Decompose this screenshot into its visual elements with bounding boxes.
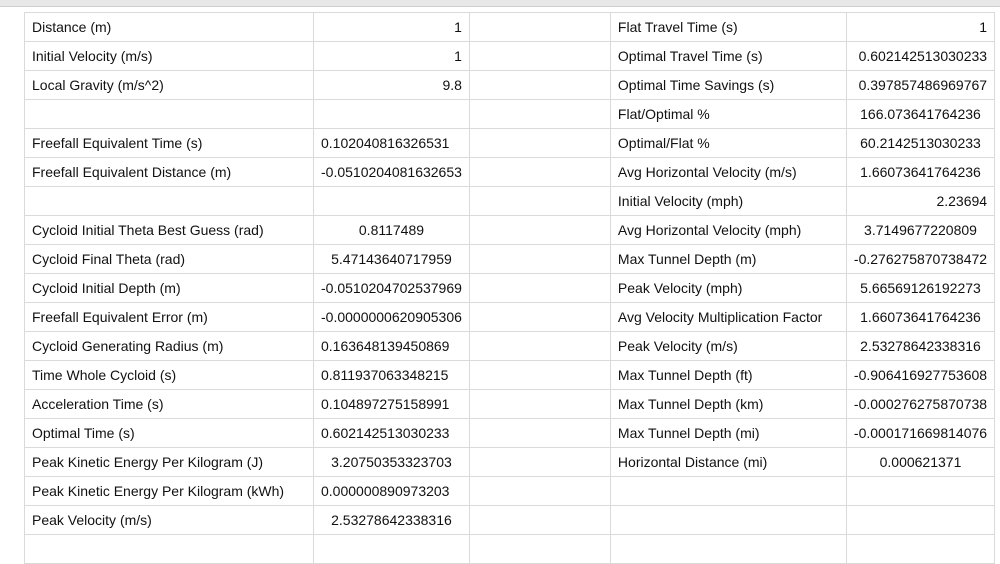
cell-right-label[interactable]: Flat/Optimal % xyxy=(610,100,846,129)
cell-right-label[interactable]: Max Tunnel Depth (mi) xyxy=(610,419,846,448)
cell-empty[interactable] xyxy=(469,390,610,419)
cell-left-label[interactable]: Local Gravity (m/s^2) xyxy=(25,71,314,100)
cell-empty[interactable] xyxy=(469,187,610,216)
cell-left-value[interactable]: 2.53278642338316 xyxy=(314,506,470,535)
cell-right-value[interactable]: 1.66073641764236 xyxy=(846,303,994,332)
cell-left-label[interactable]: Cycloid Initial Theta Best Guess (rad) xyxy=(25,216,314,245)
cell-left-value[interactable]: -0.0510204081632653 xyxy=(314,158,470,187)
cell-left-value[interactable]: 1 xyxy=(314,13,470,42)
table-row xyxy=(25,448,995,477)
table-row xyxy=(25,303,995,332)
cell-empty[interactable] xyxy=(469,216,610,245)
cell-left-value[interactable] xyxy=(314,100,470,129)
cell-left-label[interactable]: Freefall Equivalent Time (s) xyxy=(25,129,314,158)
cell-left-label[interactable]: Peak Velocity (m/s) xyxy=(25,506,314,535)
cell-right-label[interactable]: Peak Velocity (m/s) xyxy=(610,332,846,361)
cell-empty[interactable] xyxy=(469,477,610,506)
cell-right-value[interactable]: 0.000621371 xyxy=(846,448,994,477)
cell-right-value[interactable]: 5.66569126192273 xyxy=(846,274,994,303)
cell-left-value[interactable]: 0.8117489 xyxy=(314,216,470,245)
cell-right-label[interactable]: Avg Horizontal Velocity (mph) xyxy=(610,216,846,245)
cell-left-value[interactable]: 5.47143640717959 xyxy=(314,245,470,274)
cell-left-value[interactable]: 3.20750353323703 xyxy=(314,448,470,477)
cell-left-label[interactable]: Time Whole Cycloid (s) xyxy=(25,361,314,390)
cell-left-label[interactable]: Peak Kinetic Energy Per Kilogram (J) xyxy=(25,448,314,477)
cell-right-value[interactable]: 166.073641764236 xyxy=(846,100,994,129)
table-row xyxy=(25,419,995,448)
cell-right-label[interactable]: Optimal/Flat % xyxy=(610,129,846,158)
cell-left-value[interactable]: -0.0510204702537969 xyxy=(314,274,470,303)
cell-left-value[interactable]: 1 xyxy=(314,42,470,71)
cell-left-label[interactable]: Cycloid Generating Radius (m) xyxy=(25,332,314,361)
cell-right-label[interactable]: Initial Velocity (mph) xyxy=(610,187,846,216)
cell-right-value[interactable]: -0.000171669814076 xyxy=(846,419,994,448)
cell-left-label[interactable]: Optimal Time (s) xyxy=(25,419,314,448)
table-row xyxy=(25,216,995,245)
cell-left-value[interactable]: -0.0000000620905306 xyxy=(314,303,470,332)
cell-empty[interactable] xyxy=(469,419,610,448)
table-row xyxy=(25,42,995,71)
cell-empty[interactable] xyxy=(469,448,610,477)
cell-empty[interactable] xyxy=(469,245,610,274)
cell-empty[interactable] xyxy=(469,535,610,564)
cell-right-value[interactable] xyxy=(846,506,994,535)
table-row xyxy=(25,187,995,216)
cell-empty[interactable] xyxy=(469,506,610,535)
cell-left-label[interactable]: Peak Kinetic Energy Per Kilogram (kWh) xyxy=(25,477,314,506)
table-row xyxy=(25,129,995,158)
cell-empty[interactable] xyxy=(469,13,610,42)
cell-right-value[interactable]: 3.7149677220809 xyxy=(846,216,994,245)
cell-left-label[interactable]: Distance (m) xyxy=(25,13,314,42)
cell-left-label[interactable]: Cycloid Initial Depth (m) xyxy=(25,274,314,303)
cell-left-label[interactable] xyxy=(25,100,314,129)
cell-left-value[interactable] xyxy=(314,535,470,564)
cell-left-label[interactable]: Initial Velocity (m/s) xyxy=(25,42,314,71)
table-row xyxy=(25,71,995,100)
cell-right-value[interactable]: 2.23694 xyxy=(846,187,994,216)
cell-right-label[interactable]: Optimal Travel Time (s) xyxy=(610,42,846,71)
cell-right-value[interactable]: 0.602142513030233 xyxy=(846,42,994,71)
cell-empty[interactable] xyxy=(469,303,610,332)
table-row xyxy=(25,361,995,390)
cell-right-value[interactable]: -0.906416927753608 xyxy=(846,361,994,390)
cell-empty[interactable] xyxy=(469,332,610,361)
cell-right-label[interactable]: Max Tunnel Depth (m) xyxy=(610,245,846,274)
table-row xyxy=(25,100,995,129)
cell-right-label[interactable]: Max Tunnel Depth (km) xyxy=(610,390,846,419)
cell-left-value[interactable]: 0.104897275158991 xyxy=(314,390,470,419)
cell-right-label[interactable] xyxy=(610,477,846,506)
cell-empty[interactable] xyxy=(469,129,610,158)
table-row xyxy=(25,332,995,361)
cell-right-value[interactable]: 1.66073641764236 xyxy=(846,158,994,187)
cell-left-label[interactable]: Cycloid Final Theta (rad) xyxy=(25,245,314,274)
cell-empty[interactable] xyxy=(469,361,610,390)
cell-empty[interactable] xyxy=(469,274,610,303)
cell-right-value[interactable] xyxy=(846,535,994,564)
cell-empty[interactable] xyxy=(469,71,610,100)
cell-right-value[interactable]: 60.2142513030233 xyxy=(846,129,994,158)
cell-left-label[interactable] xyxy=(25,187,314,216)
cell-right-label[interactable]: Flat Travel Time (s) xyxy=(610,13,846,42)
table-row xyxy=(25,158,995,187)
cell-right-label[interactable]: Max Tunnel Depth (ft) xyxy=(610,361,846,390)
spreadsheet-grid xyxy=(24,12,995,564)
cell-empty[interactable] xyxy=(469,158,610,187)
cell-right-value[interactable]: 0.397857486969767 xyxy=(846,71,994,100)
cell-right-value[interactable]: -0.276275870738472 xyxy=(846,245,994,274)
cell-empty[interactable] xyxy=(469,42,610,71)
table-row xyxy=(25,477,995,506)
cell-left-label[interactable]: Acceleration Time (s) xyxy=(25,390,314,419)
cell-right-label[interactable] xyxy=(610,506,846,535)
cell-left-label[interactable]: Freefall Equivalent Error (m) xyxy=(25,303,314,332)
cell-right-label[interactable]: Horizontal Distance (mi) xyxy=(610,448,846,477)
cell-left-value[interactable]: 0.602142513030233 xyxy=(314,419,470,448)
cell-right-label[interactable]: Peak Velocity (mph) xyxy=(610,274,846,303)
cell-left-label[interactable]: Freefall Equivalent Distance (m) xyxy=(25,158,314,187)
cell-left-value[interactable] xyxy=(314,187,470,216)
cell-left-value[interactable]: 9.8 xyxy=(314,71,470,100)
table-row xyxy=(25,506,995,535)
cell-right-value[interactable]: 2.53278642338316 xyxy=(846,332,994,361)
table-row xyxy=(25,390,995,419)
cell-left-value[interactable]: 0.000000890973203 xyxy=(314,477,470,506)
cell-right-value[interactable]: 1 xyxy=(846,13,994,42)
cell-empty[interactable] xyxy=(469,100,610,129)
cell-left-value[interactable]: 0.811937063348215 xyxy=(314,361,470,390)
table-row xyxy=(25,535,995,564)
cell-left-value[interactable]: 0.102040816326531 xyxy=(314,129,470,158)
cell-right-value[interactable] xyxy=(846,477,994,506)
cell-right-value[interactable]: -0.000276275870738 xyxy=(846,390,994,419)
cell-left-value[interactable]: 0.163648139450869 xyxy=(314,332,470,361)
table-row xyxy=(25,13,995,42)
cell-right-label[interactable]: Avg Velocity Multiplication Factor xyxy=(610,303,846,332)
table-row xyxy=(25,274,995,303)
cell-right-label[interactable]: Optimal Time Savings (s) xyxy=(610,71,846,100)
cell-left-label[interactable] xyxy=(25,535,314,564)
window-top-edge xyxy=(0,0,1000,7)
table-row xyxy=(25,245,995,274)
cell-right-label[interactable] xyxy=(610,535,846,564)
cell-right-label[interactable]: Avg Horizontal Velocity (m/s) xyxy=(610,158,846,187)
